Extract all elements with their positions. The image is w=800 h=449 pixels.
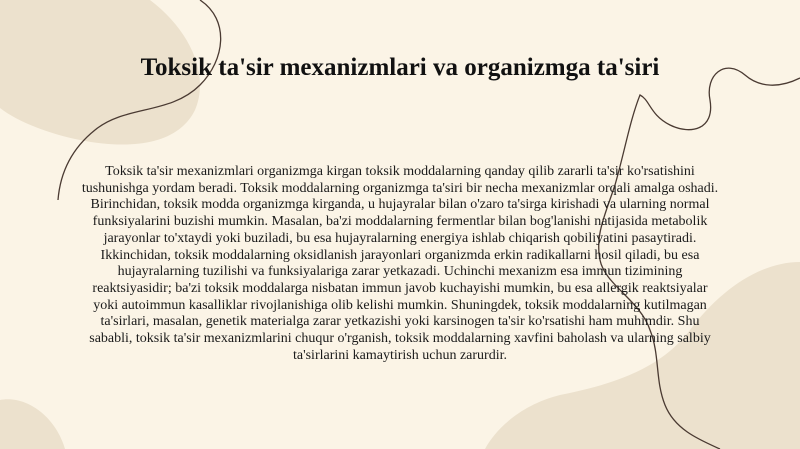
slide-body-text: Toksik ta'sir mexanizmlari organizmga kirgan toksik moddalarning qanday qilib zararli ta'sir ko'rsatishini tushunishga yordam beradi. Toksik moddalarning organizmga ta'siri bir necha mexanizmlar orqali amalga oshadi. Birinchidan, toksik modda organizmga kirganda, u hujayralar bilan o'zaro ta'sirga kirishadi va ularning normal funksiyalarini buzishi mumkin. Masalan, ba'zi moddalarning fermentlar bilan bog'lanishi natijasida metabolik jarayonlar to'xtaydi yoki buziladi, bu esa hujayralarning energiya ishlab chiqarish qobiliyatini pasaytiradi. Ikkinchidan, toksik moddalarning oksidlanish jarayonlari organizmda erkin radikallarni hosil qiladi, bu esa hujayralarning tuzilishi va funksiyalariga zarar yetkazadi. Uchinchi mexanizm esa immun tizimining reaktsiyasidir; ba'zi toksik moddalarga nisbatan immun javob kuchayishi mumkin, bu esa allergik reaktsiyalar yoki autoimmun kasalliklar rivojlanishiga olib kelishi mumkin. Shuningdek, toksik moddalarning kutilmagan ta'sirlari, masalan, genetik materialga zarar yetkazishi yoki karsinogen ta'sir ko'rsatishi ham muhimdir. Shu sababli, toksik ta'sir mexanizmlarini chuqur o'rganish, toksik moddalarning xavfini baholash va ularning salbiy ta'sirlarini kamaytirish uchun zarurdir. (81, 164, 719, 363)
slide-title: Toksik ta'sir mexanizmlari va organizmga ta'siri (140, 54, 660, 81)
bottom-left-blob-shape (0, 399, 65, 449)
